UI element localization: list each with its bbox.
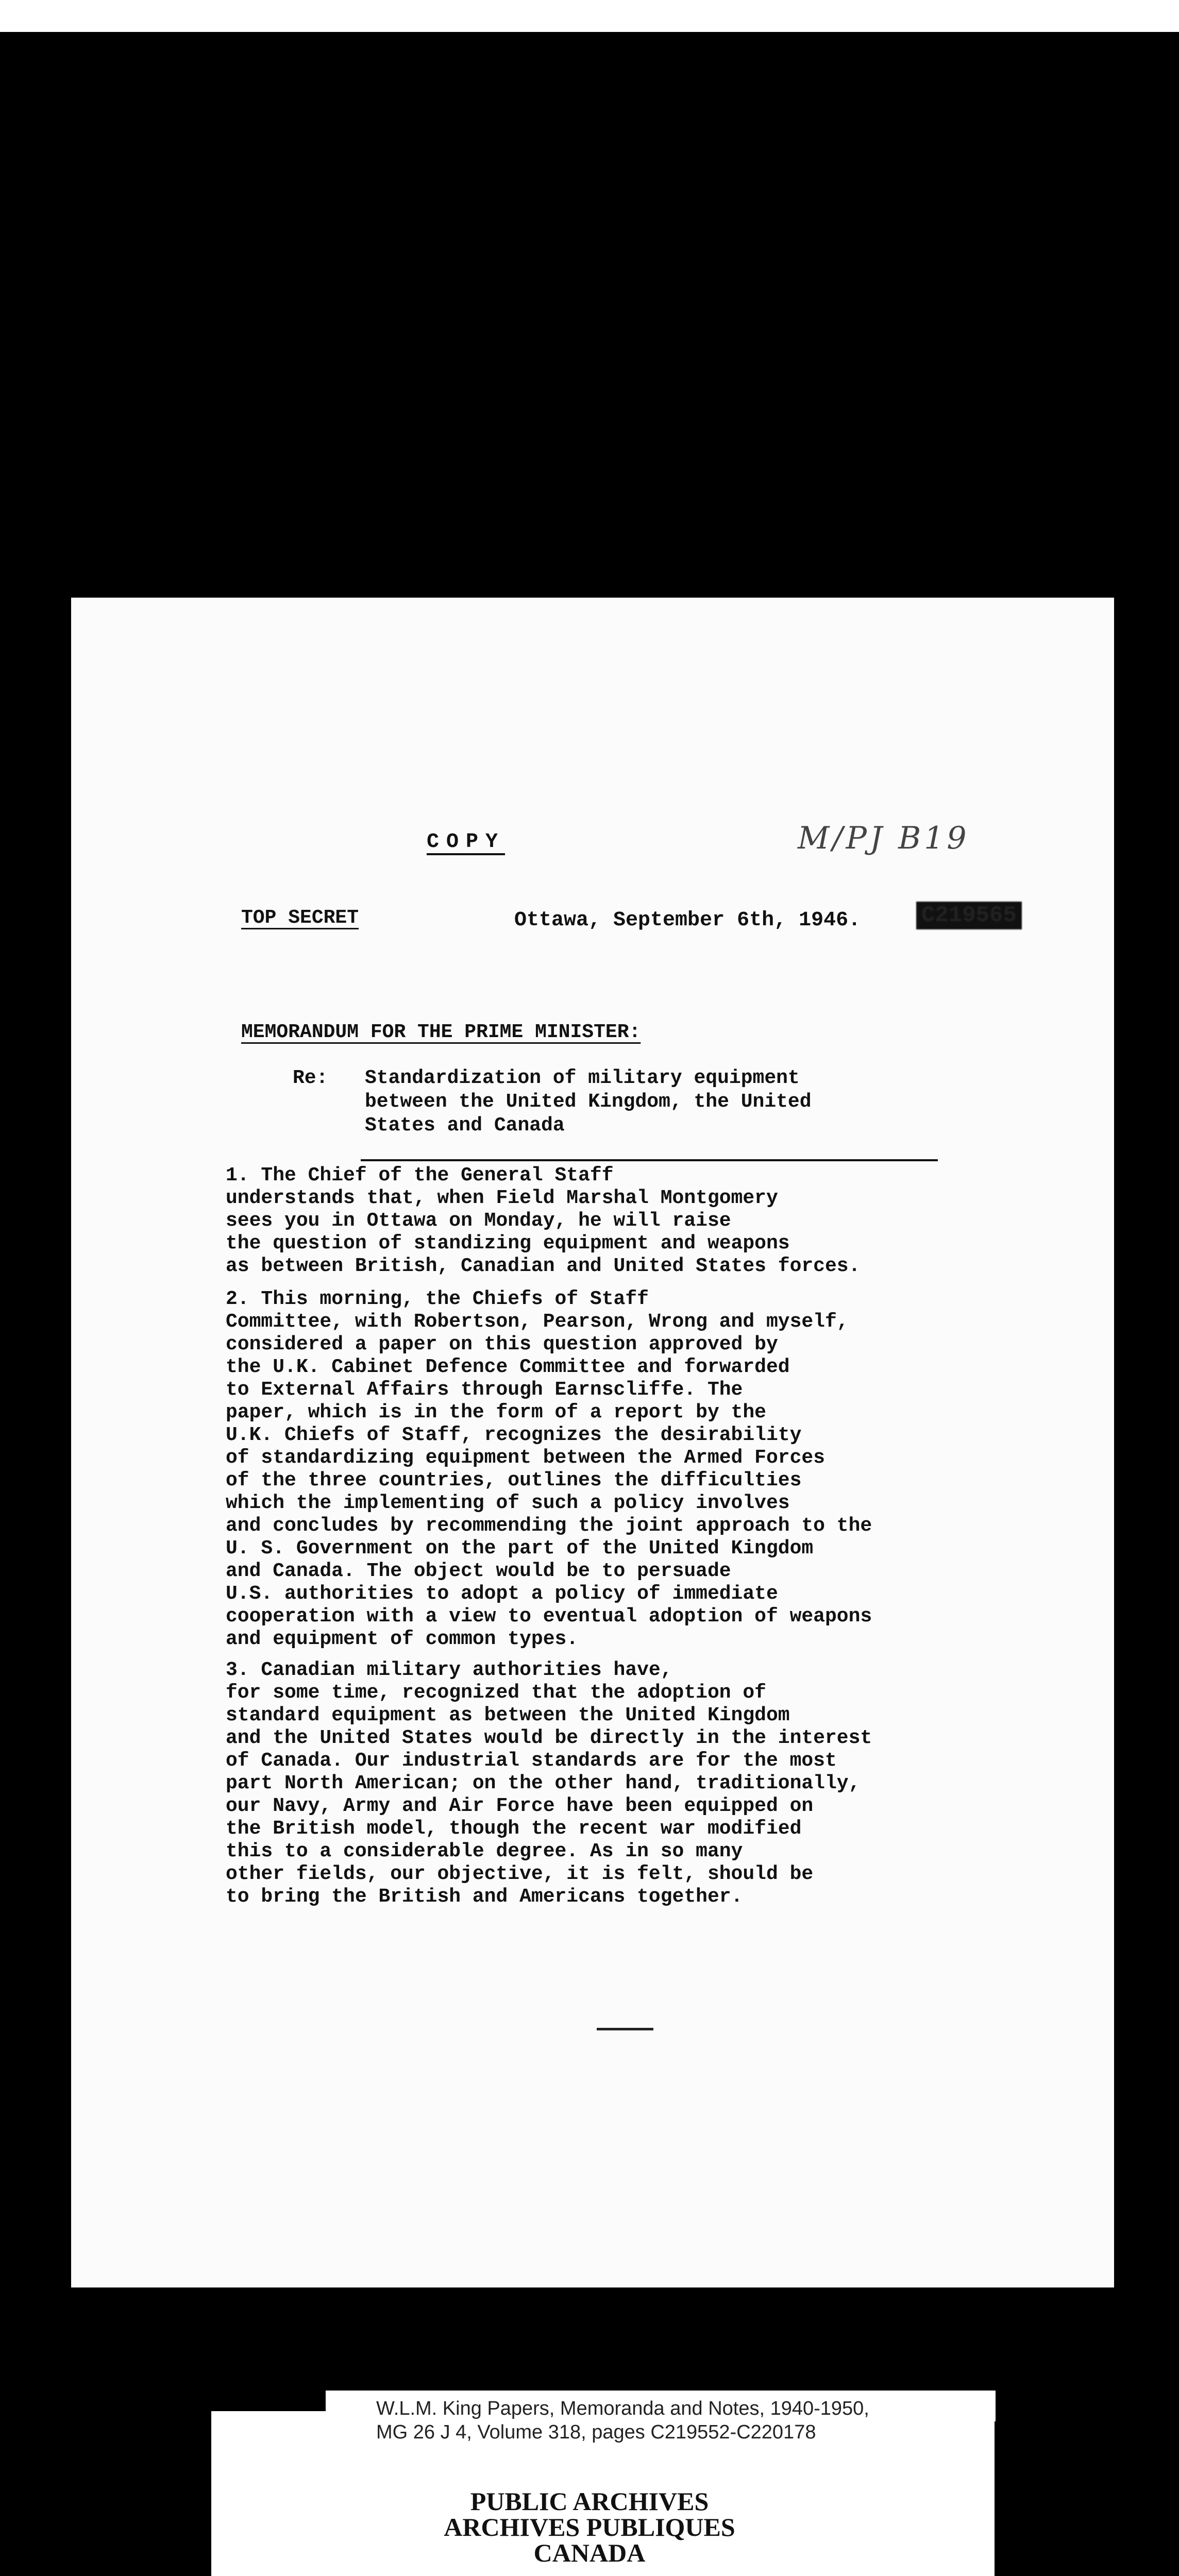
paragraph-1: 1. The Chief of the General Staff understands that, when Field Marshal Montgomery sees you in Ottawa on Monday, he will raise the question of standizing equipment and weapons as between British, Canadian and United States forces. [226,1164,861,1277]
archives-label-fr: ARCHIVES PUBLIQUES [444,2513,735,2541]
copy-stamp: COPY [427,831,506,854]
memo-heading: MEMORANDUM FOR THE PRIME MINISTER: [241,1021,641,1043]
subject-block [293,1066,932,1138]
subject-underline [361,1159,938,1161]
paragraph-3: 3. Canadian military authorities have, for some time, recognized that the adoption of standard equipment as between the United Kingdom and the United States would be directly in the interest of Canada. Our industrial standards are for the most part North American; on the other hand, traditionally, our Navy, Army and Air Force have been equipped on the British model, though the recent war modified this to a considerable degree. As in so many other fields, our objective, it is felt, should be to bring the British and Americans together. [226,1659,872,1908]
archive-citation [376,2397,869,2444]
closing-rule [597,2028,653,2030]
archives-label-country: CANADA [533,2538,646,2567]
subject-text: Standardization of military equipment between the United Kingdom, the United States and Canada [365,1067,812,1137]
dateline: Ottawa, September 6th, 1946. [514,909,861,932]
archives-label [0,2488,1179,2566]
document-page [71,598,1114,2287]
film-top-strip [0,0,1179,32]
paragraph-2: 2. This morning, the Chiefs of Staff Committee, with Robertson, Pearson, Wrong and myself, considered a paper on this question approved by the U.K. Cabinet Defence Committee and forwarded to External Affairs through Earnscliffe. The paper, which is in the form of a report by the U.K. Chiefs of Staff, recognizes the desirability of standardizing equipment between the Armed Forces of the three countries, outlines the difficulties which the implementing of such a policy involves and concludes by recommending the joint approach to the U. S. Government on the part of the United Kingdom and Canada. The object would be to persuade U.S. authorities to adopt a policy of immediate cooperation with a view to eventual adoption of weapons and equipment of common types. [226,1288,872,1650]
archives-label-en: PUBLIC ARCHIVES [470,2487,709,2516]
classification-label: TOP SECRET [241,907,359,929]
citation-line-1: W.L.M. King Papers, Memoranda and Notes, 1940-1950, [376,2398,869,2419]
handwritten-reference: M/PJ B19 [798,820,970,856]
citation-line-2: MG 26 J 4, Volume 318, pages C219552-C220178 [376,2421,816,2443]
reference-stamp: C219565 [916,902,1022,929]
subject-label: Re: [293,1067,328,1089]
